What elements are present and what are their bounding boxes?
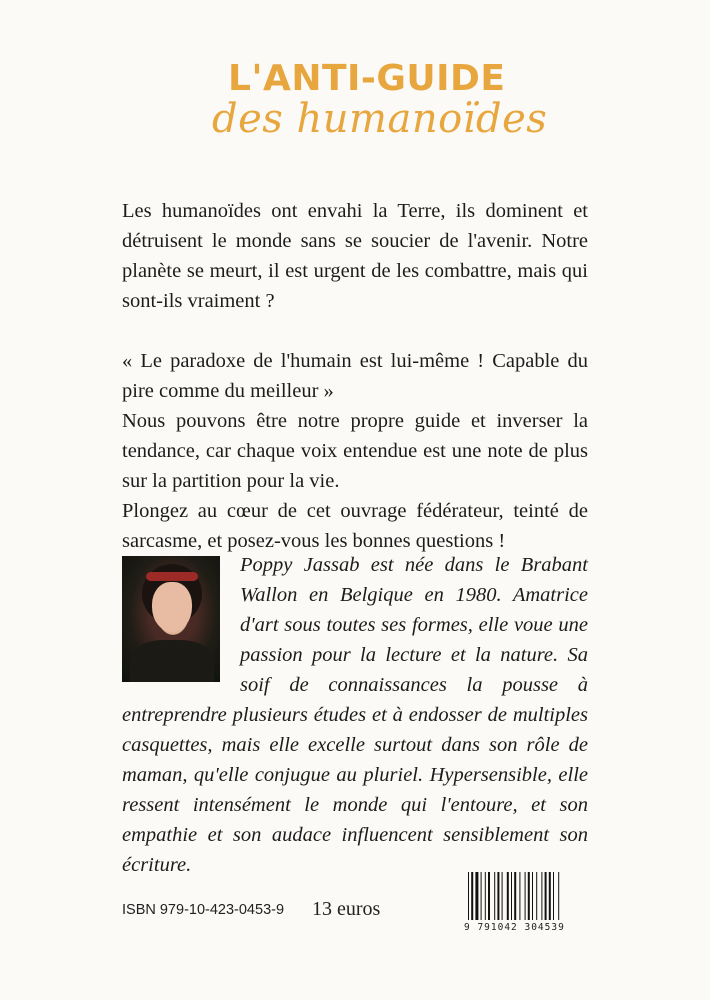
isbn: ISBN 979-10-423-0453-9	[122, 902, 285, 918]
book-subtitle: des humanoïdes	[212, 96, 548, 142]
blurb-paragraph-3: Plongez au cœur de cet ouvrage fédérateur, teinté de sarcasme, et posez-vous les bonnes questions !	[122, 500, 588, 552]
barcode	[466, 872, 586, 920]
price: 13 euros	[312, 898, 381, 920]
book-title-block	[0, 58, 710, 158]
book-title: L'ANTI-GUIDE	[228, 58, 506, 99]
author-bio: Poppy Jassab est née dans le Brabant Wallon en Belgique en 1980. Amatrice d'art sous toutes ses formes, elle voue une passion pour la lecture et la nature. Sa soif de connaissances la pousse à entreprendre plusieurs études et à endosser de multiples casquettes, mais elle excelle surtout dans son rôle de maman, qu'elle conjugue au pluriel. Hypersensible, elle ressent intensément le monde qui l'entoure, et son empathie et son audace influencent sensiblement son écriture.	[122, 554, 588, 876]
barcode-digits: 9 791042 304539	[464, 922, 565, 933]
blurb-paragraph-2: Nous pouvons être notre propre guide et inverser la tendance, car chaque voix entendue est une note de plus sur la partition pour la vie.	[122, 410, 588, 492]
blurb-paragraph-1: Les humanoïdes ont envahi la Terre, ils dominent et détruisent le monde sans se soucier de l'avenir. Notre planète se meurt, il est urgent de les combattre, mais qui sont-ils vraiment ?	[122, 200, 588, 312]
blurb-quote: « Le paradoxe de l'humain est lui-même ! Capable du pire comme du meilleur »	[122, 350, 588, 402]
back-cover-blurb	[122, 196, 588, 556]
author-bio-block	[122, 550, 588, 880]
